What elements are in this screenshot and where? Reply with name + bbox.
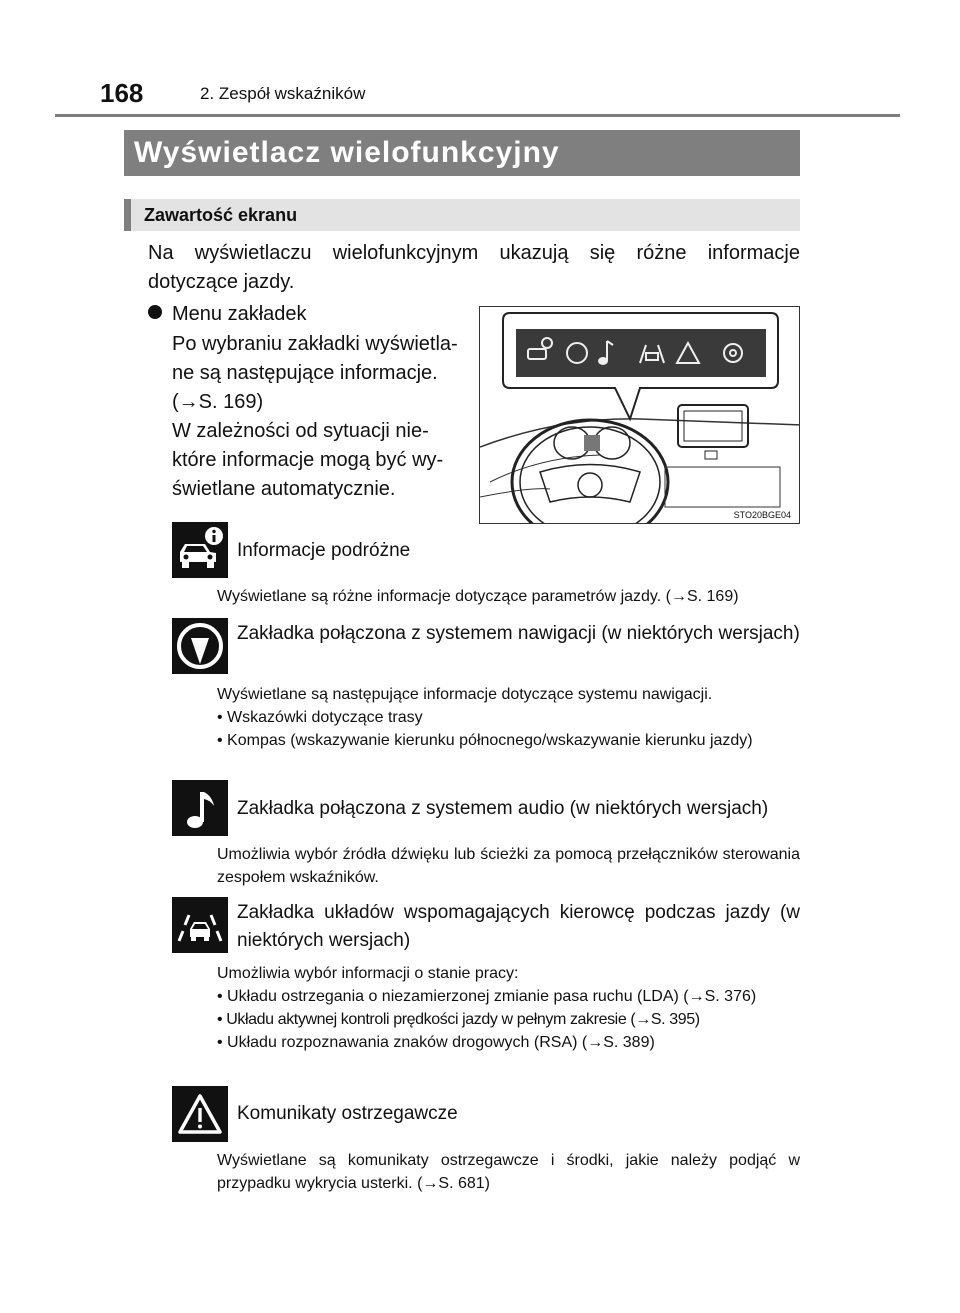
tab-desc-audio xyxy=(217,843,800,889)
menu-line: które informacje mogą być wy- xyxy=(172,449,444,471)
music-note-icon xyxy=(172,780,228,836)
tab-desc-navigation xyxy=(217,683,800,752)
menu-line: świetlane automatycznie. xyxy=(172,478,396,500)
tab-title-navigation: Zakładka połączona z systemem nawigacji (w niektórych wersjach) xyxy=(237,623,800,644)
desc-bullet: • Układu aktywnej kontroli prędkości jazdy w pełnym zakresie (→S. 395) xyxy=(217,1011,700,1028)
subsection-title: Zawartość ekranu xyxy=(124,199,800,231)
desc-line: Wyświetlane są komunikaty ostrzegawcze i środki, jakie należy podjąć w przypadku wykrycia usterki. (→S. 681) xyxy=(217,1152,800,1192)
tab-title-driver-assist: Zakładka układów wspomagających kierowcę podczas jazdy (w niektórych wersjach) xyxy=(237,902,800,951)
page-number: 168 xyxy=(100,78,144,108)
menu-heading-text: Menu zakładek xyxy=(172,303,307,325)
desc-line: Wyświetlane są różne informacje dotyczące parametrów jazdy. (→S. 169) xyxy=(217,588,739,605)
desc-line: Umożliwia wybór informacji o stanie pracy: xyxy=(217,965,519,982)
tab-desc-driver-assist xyxy=(217,962,800,1054)
tab-title-audio: Zakładka połączona z systemem audio (w niektórych wersjach) xyxy=(237,798,769,819)
dashboard-illustration xyxy=(479,306,800,524)
intro-paragraph: Na wyświetlaczu wielofunkcyjnym ukazują się różne informacje dotyczące jazdy. xyxy=(148,242,800,293)
desc-bullet: • Układu rozpoznawania znaków drogowych (RSA) (→S. 389) xyxy=(217,1034,655,1051)
tab-title-warnings: Komunikaty ostrzegawcze xyxy=(237,1103,458,1124)
menu-line: W zależności od sytuacji nie- xyxy=(172,420,429,442)
figure-code: STO20BGE04 xyxy=(733,510,791,520)
header-divider xyxy=(55,114,900,117)
section-title: Wyświetlacz wielofunkcyjny xyxy=(124,130,800,176)
bullet-icon xyxy=(148,305,162,319)
dashboard-drawing xyxy=(480,307,800,524)
chapter-title: 2. Zespół wskaźników xyxy=(200,84,366,103)
menu-line: (→S. 169) xyxy=(172,391,264,413)
tab-desc-warnings xyxy=(217,1149,800,1195)
tab-desc-trip-info xyxy=(217,585,800,608)
menu-line: ne są następujące informacje. xyxy=(172,362,438,384)
desc-bullet: • Wskazówki dotyczące trasy xyxy=(217,709,423,726)
driver-assist-icon xyxy=(172,897,228,953)
navigation-icon xyxy=(172,618,228,674)
desc-bullet: • Kompas (wskazywanie kierunku północnego/wskazywanie kierunku jazdy) xyxy=(217,732,753,749)
desc-line: Umożliwia wybór źródła dźwięku lub ścieżki za pomocą przełączników sterowania zespołem wskaźników. xyxy=(217,846,800,886)
desc-line: Wyświetlane są następujące informacje dotyczące systemu nawigacji. xyxy=(217,686,713,703)
car-info-icon xyxy=(172,522,228,578)
menu-line: Po wybraniu zakładki wyświetla- xyxy=(172,333,458,355)
desc-bullet: • Układu ostrzegania o niezamierzonej zmianie pasa ruchu (LDA) (→S. 376) xyxy=(217,988,757,1005)
tab-title-trip-info: Informacje podróżne xyxy=(237,540,411,561)
warning-icon xyxy=(172,1086,228,1142)
menu-heading xyxy=(148,300,307,328)
menu-description xyxy=(172,330,462,504)
